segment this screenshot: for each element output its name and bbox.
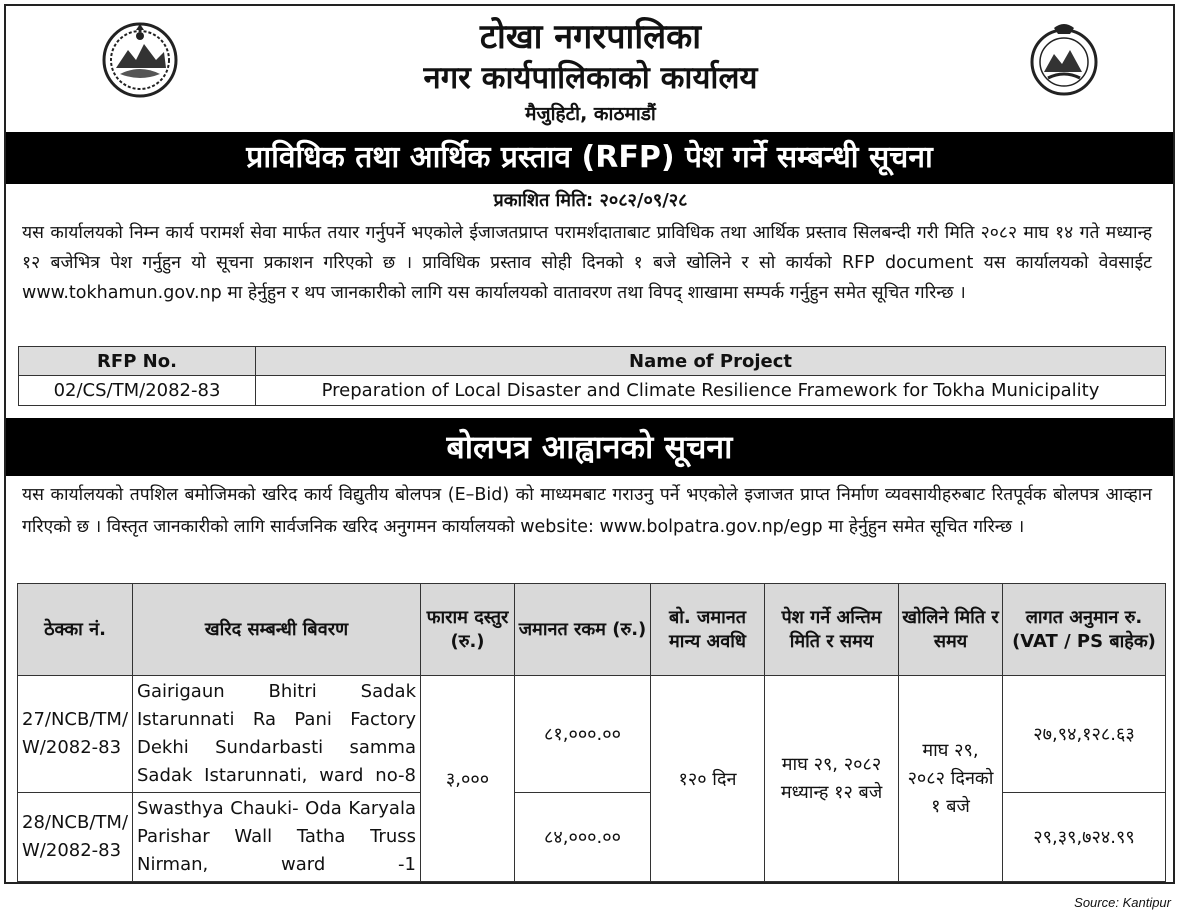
form-fee-cell: ३,००० — [421, 676, 515, 882]
published-date — [0, 188, 1181, 212]
rfp-notice-body: यस कार्यालयको निम्न कार्य परामर्श सेवा मार्फत तयार गर्नुपर्ने भएकोले ईजाजतप्राप्त परामर्शदाताबाट प्राविधिक तथा आर्थिक प्रस्ताव सिलबन्दी गरी मिति २०८२ माघ १४ गते मध्यान्ह १२ बजेभित्र पेश गर्नुहुन यो सूचना प्रकाशन गरिएको छ । प्राविधिक प्रस्ताव सोही दिनको १ बजे खोलिने र सो कार्यको RFP document यस कार्यालयको वेवसाईट www.tokhamun.gov.np मा हेर्नुहुन र थप जानकारीको लागि यस कार्यालयको वातावरण तथा विपद् शाखामा सम्पर्क गर्नुहुन समेत सूचित गरिन्छ । — [22, 223, 1152, 303]
bid-notice-body: यस कार्यालयको तपशिल बमोजिमको खरिद कार्य विद्युतीय बोलपत्र (E–Bid) को माध्यमबाट गराउनु पर्ने भएकोले इजाजत प्राप्त निर्माण व्यवसायीहरुबाट रितपूर्वक बोलपत्र आव्हान गरिएको छ । विस्तृत जानकारीको लागि सार्वजनिक खरिद अनुगमन कार्यालयको website: www.bolpatra.gov.np/egp मा हेर्नुहुन समेत सूचित गरिन्छ । — [22, 485, 1152, 537]
cost-estimate-cell: २७,९४,१२८.६३ — [1003, 676, 1166, 793]
table-row — [18, 676, 1166, 793]
contract-no-cell: 27/NCB/TM/W/2082-83 — [18, 676, 133, 793]
bids-table — [17, 583, 1166, 882]
project-name-header: Name of Project — [256, 347, 1166, 376]
table-header-row — [18, 584, 1166, 676]
rfp-no-header: RFP No. — [19, 347, 256, 376]
submission-deadline-header: पेश गर्ने अन्तिम मिति र समय — [765, 584, 899, 676]
table-row — [19, 376, 1166, 406]
source-credit: Source: Kantipur — [1074, 895, 1171, 910]
published-date-value: २०८२/०९/२८ — [599, 190, 688, 211]
contract-no-header: ठेक्का नं. — [18, 584, 133, 676]
form-fee-header: फाराम दस्तुर (रु.) — [421, 584, 515, 676]
project-name-cell: Preparation of Local Disaster and Climate Resilience Framework for Tokha Municipality — [256, 376, 1166, 406]
validity-cell: १२० दिन — [651, 676, 765, 882]
office-name: नगर कार्यपालिकाको कार्यालय — [423, 60, 758, 96]
office-address: मैजुहिटी, काठमाडौं — [525, 103, 656, 125]
rfp-no-cell: 02/CS/TM/2082-83 — [19, 376, 256, 406]
bid-security-cell: ८१,०००.०० — [515, 676, 651, 793]
contract-no-cell: 28/NCB/TM/W/2082-83 — [18, 793, 133, 882]
validity-header: बो. जमानत मान्य अवधि — [651, 584, 765, 676]
opening-header: खोलिने मिति र समय — [899, 584, 1003, 676]
municipality-name: टोखा नगरपालिका — [479, 17, 702, 57]
description-cell: Gairigaun Bhitri Sadak Istarunnati Ra Pani Factory Dekhi Sundarbasti samma Sadak Istarunnati, ward no-8 — [133, 676, 421, 793]
bid-notice-title: बोलपत्र आह्वानको सूचना — [6, 418, 1173, 476]
bid-security-header: जमानत रकम (रु.) — [515, 584, 651, 676]
submission-deadline-cell: माघ २९, २०८२ मध्यान्ह १२ बजे — [765, 676, 899, 882]
cost-estimate-header: लागत अनुमान रु. (VAT / PS बाहेक) — [1003, 584, 1166, 676]
cost-estimate-cell: २९,३९,७२४.९९ — [1003, 793, 1166, 882]
description-header: खरिद सम्बन्धी बिवरण — [133, 584, 421, 676]
bid-security-cell: ८४,०००.०० — [515, 793, 651, 882]
rfp-table — [18, 346, 1166, 406]
published-date-label: प्रकाशित मिति: — [493, 190, 594, 211]
table-header-row — [19, 347, 1166, 376]
opening-cell: माघ २९, २०८२ दिनको १ बजे — [899, 676, 1003, 882]
description-cell: Swasthya Chauki- Oda Karyala Parishar Wall Tatha Truss Nirman, ward -1 — [133, 793, 421, 882]
rfp-notice-title: प्राविधिक तथा आर्थिक प्रस्ताव (RFP) पेश गर्ने सम्बन्धी सूचना — [6, 132, 1173, 184]
